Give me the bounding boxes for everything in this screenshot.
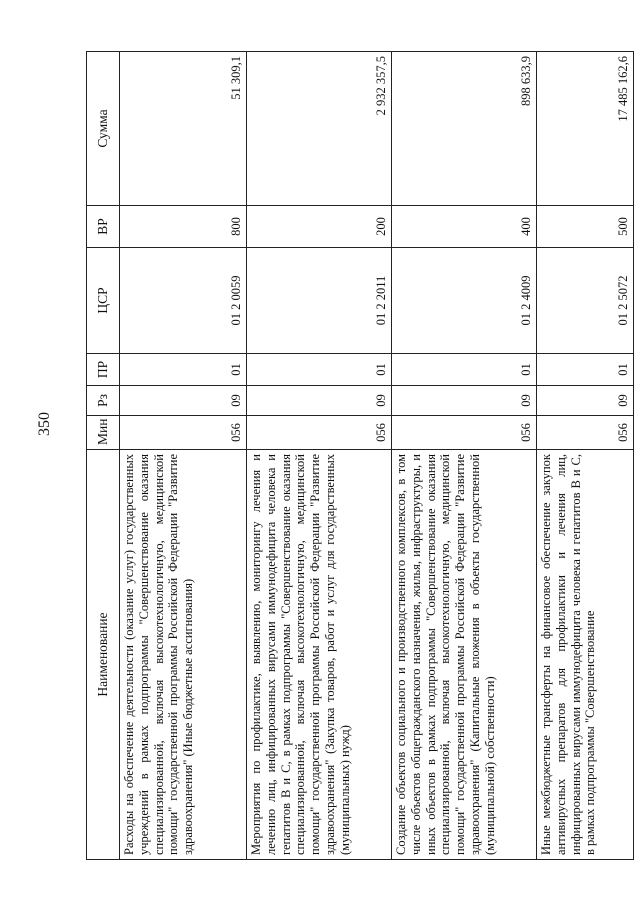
row-vr: 500 — [537, 206, 634, 248]
row-min: 056 — [392, 416, 537, 450]
header-rz: Рз — [87, 386, 120, 416]
row-rz: 09 — [392, 386, 537, 416]
row-name: Мероприятия по профилактике, выявлению, мониторингу лечения и лечению лиц, инфицированных вирусами иммунодефицита человека и гепатитов В и С, в рамках подпрограммы "Совершенствование оказания специализированной, включая высокотехнологичную, медицинской помощи" государственной программы Российской Федерации "Развитие здравоохранения" (Закупка товаров, работ и услуг для государственных (муниципальных) нужд) — [247, 450, 392, 860]
row-sum: 17 485 162,6 — [537, 52, 634, 206]
row-pr: 01 — [247, 354, 392, 386]
header-csr: ЦСР — [87, 248, 120, 354]
page-number: 350 — [36, 412, 53, 436]
row-pr: 01 — [537, 354, 634, 386]
header-sum: Сумма — [87, 52, 120, 206]
rotated-page-content — [86, 20, 631, 860]
row-csr: 01 2 0059 — [120, 248, 247, 354]
row-csr: 01 2 4009 — [392, 248, 537, 354]
row-vr: 800 — [120, 206, 247, 248]
row-name: Создание объектов социального и производственного комплексов, в том числе объектов общегражданского назначения, жилья, инфраструктуры, и иных объектов в рамках подпрограммы "Совершенствование оказания специализированной, включая высокотехнологичную, медицинской помощи" государственной программы Российской Федерации "Развитие здравоохранения" (Капитальные вложения в объекты государственной (муниципальной) собственности) — [392, 450, 537, 860]
row-pr: 01 — [392, 354, 537, 386]
row-csr: 01 2 5072 — [537, 248, 634, 354]
table-header-row — [87, 52, 120, 860]
row-csr: 01 2 2011 — [247, 248, 392, 354]
table-row — [392, 52, 537, 860]
row-name: Иные межбюджетные трансферты на финансовое обеспечение закупок антивирусных препаратов для профилактики и лечения лиц, инфицированных вирусами иммунодефицита человека и гепатитов В и С, в рамках подпрограммы "Совершенствование — [537, 450, 634, 860]
table-row — [537, 52, 634, 860]
row-min: 056 — [247, 416, 392, 450]
row-rz: 09 — [247, 386, 392, 416]
row-min: 056 — [537, 416, 634, 450]
row-sum: 898 633,9 — [392, 52, 537, 206]
row-vr: 200 — [247, 206, 392, 248]
header-name: Наименование — [87, 450, 120, 860]
row-name: Расходы на обеспечение деятельности (оказание услуг) государственных учреждений в рамках подпрограммы "Совершенствование оказания специализированной, включая высокотехнологичную, медицинской помощи" государственной программы Российской Федерации "Развитие здравоохранения" (Иные бюджетные ассигнования) — [120, 450, 247, 860]
row-pr: 01 — [120, 354, 247, 386]
row-rz: 09 — [537, 386, 634, 416]
header-pr: ПР — [87, 354, 120, 386]
header-vr: ВР — [87, 206, 120, 248]
row-sum: 51 309,1 — [120, 52, 247, 206]
row-vr: 400 — [392, 206, 537, 248]
row-min: 056 — [120, 416, 247, 450]
row-sum: 2 932 357,5 — [247, 52, 392, 206]
header-min: Мин — [87, 416, 120, 450]
budget-table — [86, 51, 634, 860]
row-rz: 09 — [120, 386, 247, 416]
table-row — [120, 52, 247, 860]
table-row — [247, 52, 392, 860]
